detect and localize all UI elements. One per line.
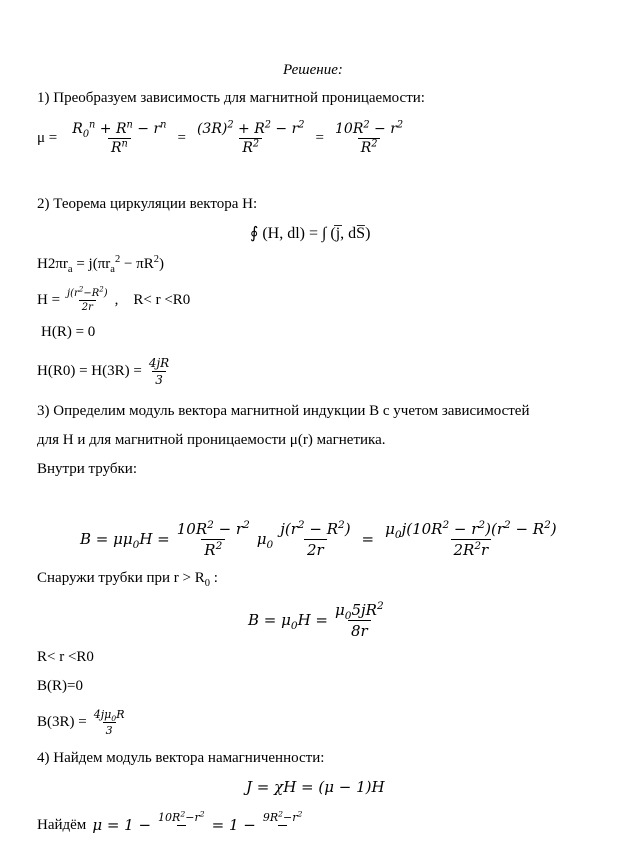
last-line-partial: Найдём μ = 1 − $10R^2-r^2$ = 1 − $9R^2-r^2$ <box>37 806 309 844</box>
condition-2: R< r <R0 <box>37 649 94 665</box>
circulation-expression: $H2\pi r_a = j(\pi r_a^2 - \pi R^2)$ <box>37 254 165 275</box>
b-at-3r: B(3R) = $\frac{4j\mu_0R}{3}$ <box>37 707 125 737</box>
step-3-heading-line-2: для H и для магнитной проницаемости μ(r) магнетика. <box>37 432 386 448</box>
step-3-heading-line-1: 3) Определим модуль вектора магнитной индукции B с учетом зависимостей <box>37 403 530 419</box>
h-at-r0: H(R0) = H(3R) = $\frac{4jR}{3}$ <box>37 355 170 387</box>
outside-heading: Снаружи трубки при $r > R_0$ : <box>37 570 218 589</box>
h-formula: H = $\frac{j(r^2-R^2)}{2r}$ , R< r <R0 <box>37 285 191 313</box>
step-4-heading: 4) Найдем модуль вектора намагниченности: <box>37 750 325 766</box>
b-outside-formula: $B = \mu_0H$ = $\frac{\mu_05jR^2}{8r}$ <box>248 599 384 640</box>
step-2-heading: 2) Теорема циркуляции вектора H: <box>37 196 258 212</box>
step-1-heading: 1) Преобразуем зависимость для магнитной проницаемости: <box>37 90 425 106</box>
b-inside-formula: $B = \mu\mu_0H$ = $\frac{10R^2 - r^2}{R^2}$ $\mu_0$ $\frac{j(r^2 - R^2)}{2r}$ = $\frac{\mu_0j(10R^2 - r^2)(r^2 - R^2)}{2R^2r}$ <box>80 518 557 559</box>
inside-heading: Внутри трубки: <box>37 461 138 477</box>
magnetization-formula: J = χH = (μ − 1)H <box>246 778 385 796</box>
b-at-r: B(R)=0 <box>37 678 83 694</box>
solution-title: Решение: <box>283 62 343 78</box>
h-at-r: H(R) = 0 <box>41 324 96 340</box>
mu-formula: μ = $\frac{R_0^n + R^n - r^n}{R^n}$ = $\frac{(3R)^2 + R^2 - r^2}{R^2}$ = $\frac{10R^2 - r^2}{R^2}$ <box>37 118 404 156</box>
condition-1: R< r <R0 <box>133 291 191 308</box>
circulation-theorem: ∮ (H, dl) = ∫ (j̅, dS̅) <box>250 225 371 242</box>
